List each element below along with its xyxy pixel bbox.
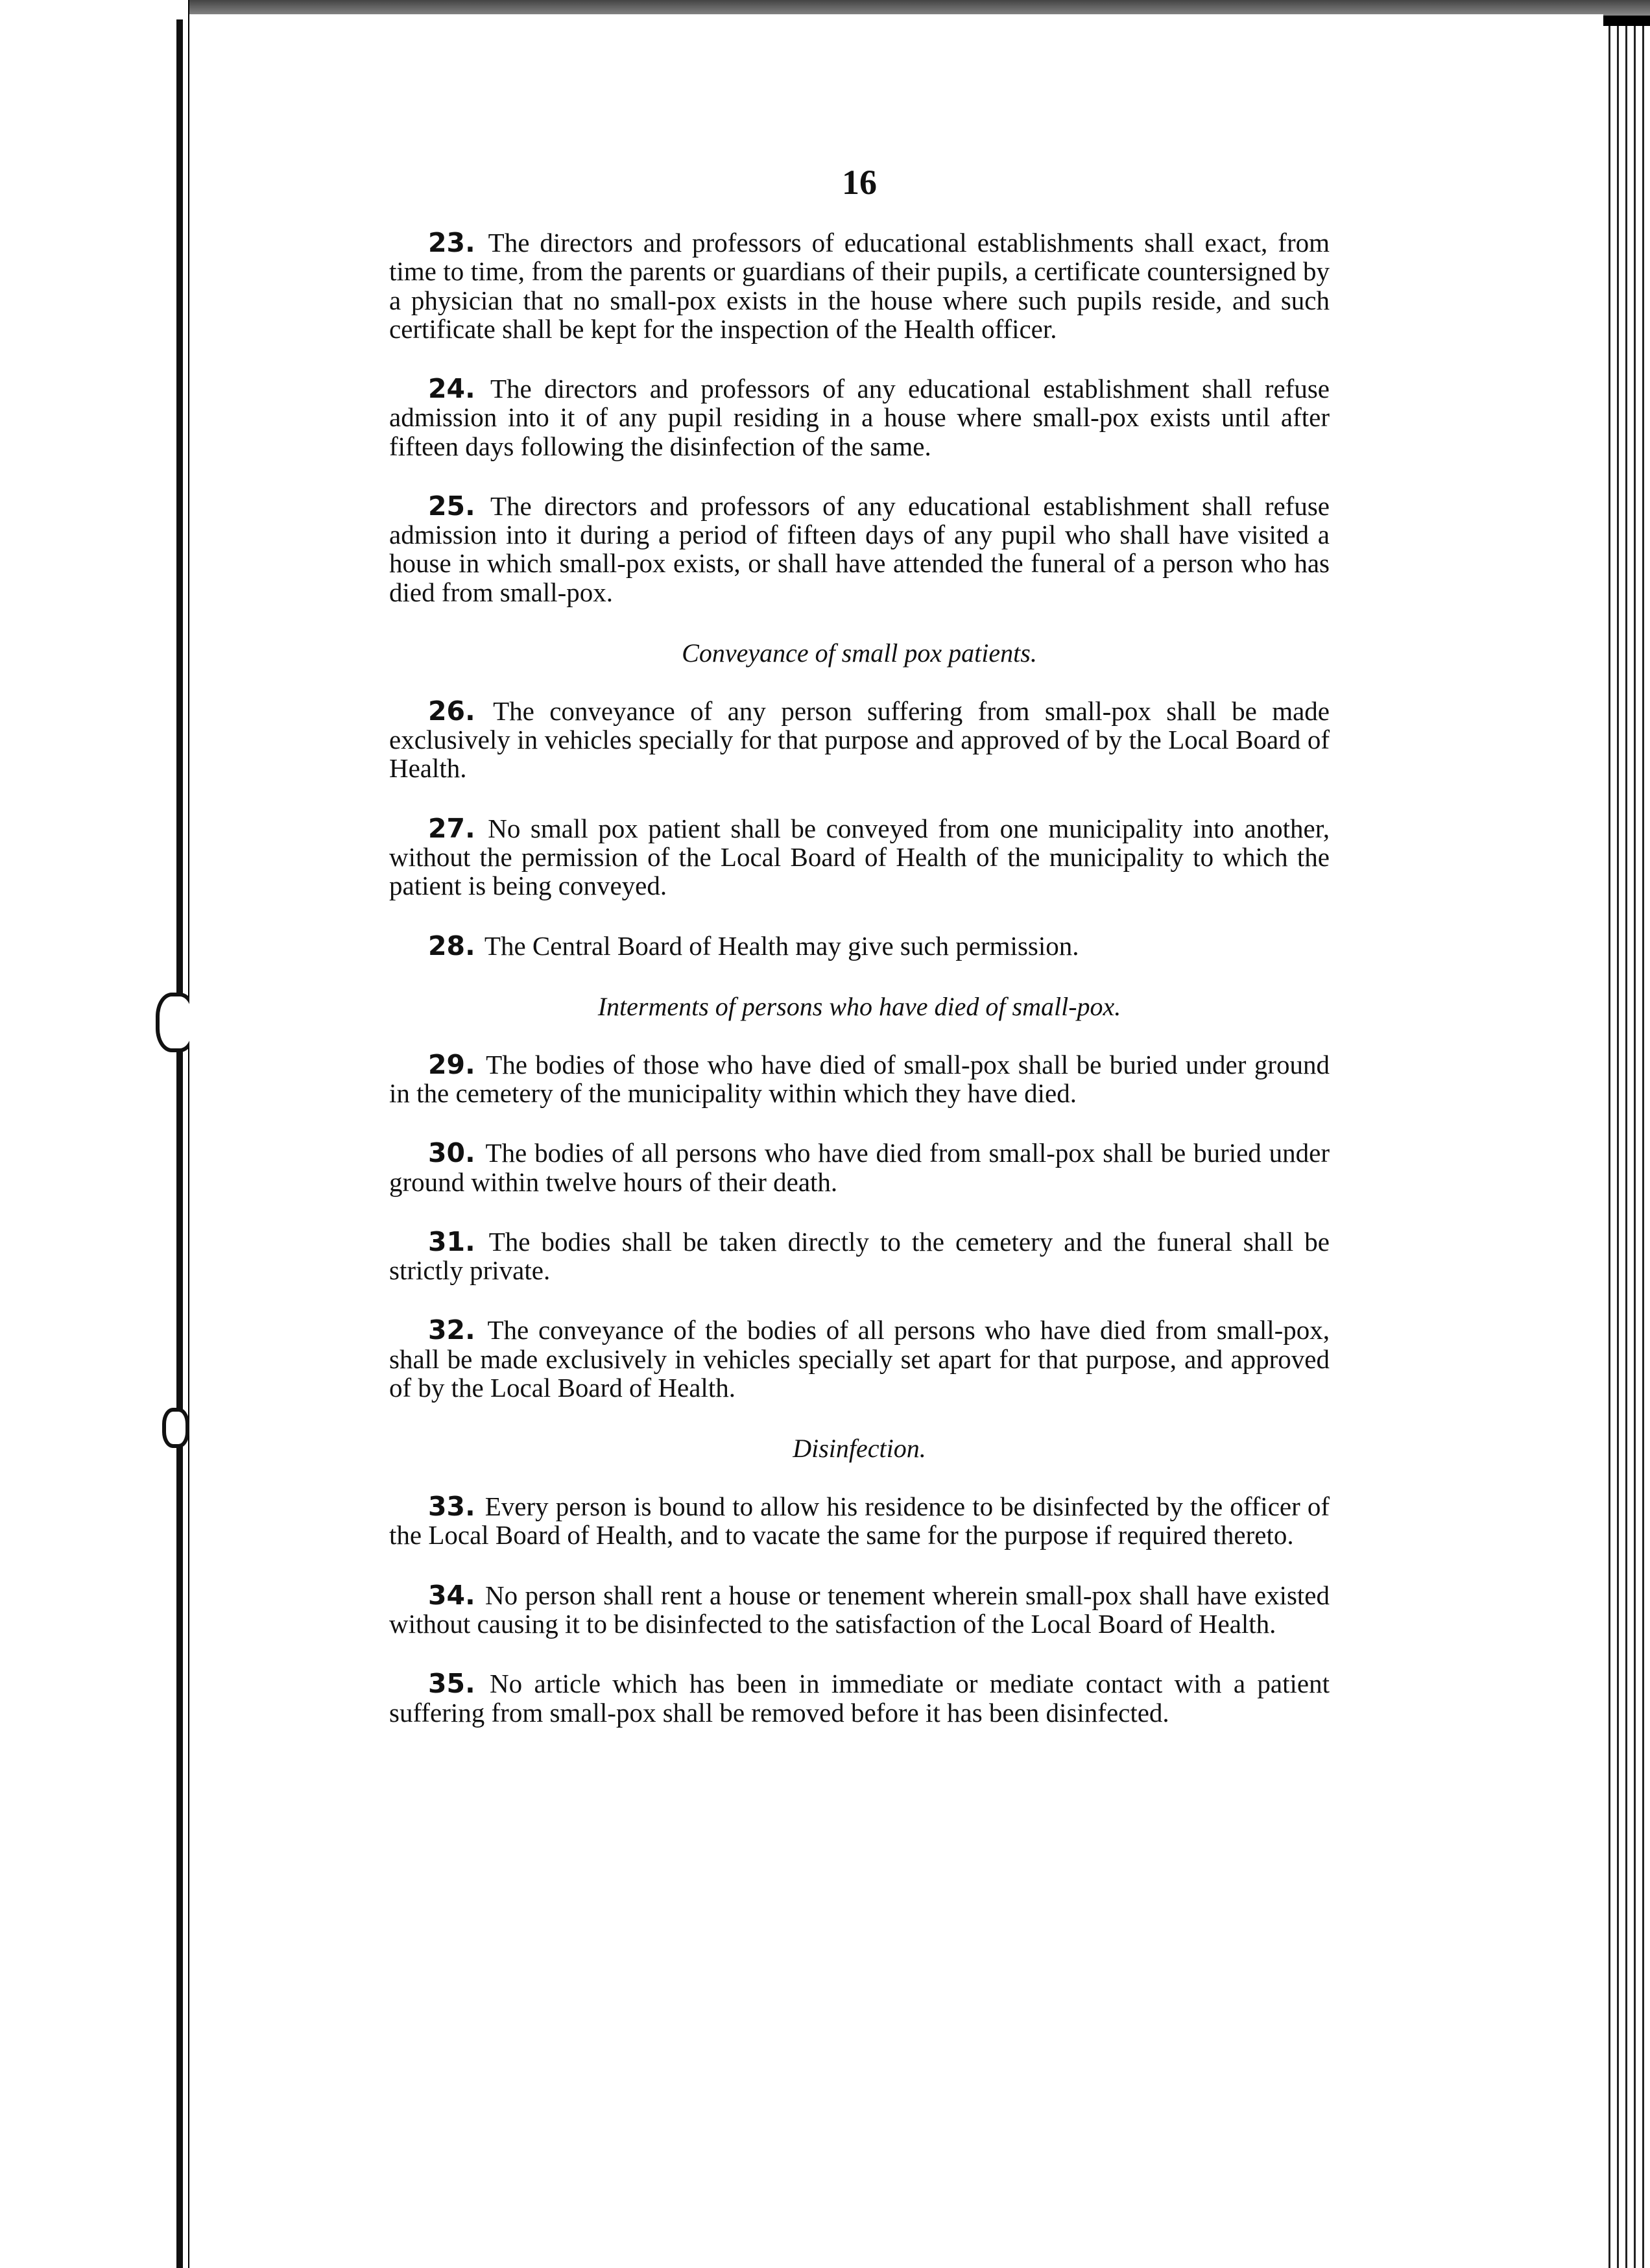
paragraph-text: The conveyance of any person suffering from small-pox shall be made exclusively in vehicles specially for that purpose and approved of by the Local Board of Health.: [389, 695, 1330, 784]
paragraph-27: [389, 814, 1330, 900]
paragraph-number: 24 .: [428, 373, 490, 404]
paragraph-31: [389, 1227, 1330, 1285]
paragraph-28: [389, 932, 1330, 960]
paragraph-number: 33 .: [428, 1491, 485, 1522]
paragraph-text: The bodies of those who have died of small-pox shall be buried under ground in the cemetery of the municipality within which they have died.: [389, 1049, 1330, 1109]
section-heading: Conveyance of small pox patients.: [682, 638, 1037, 668]
paragraph-text: The Central Board of Health may give such permission.: [484, 930, 1079, 961]
paragraph-number: 26 .: [428, 695, 493, 727]
paragraph-number: 35 .: [428, 1668, 490, 1699]
left-margin: [0, 0, 188, 2268]
paragraph-text: The directors and professors of educational establishments shall exact, from time to time, from the parents or guardians of their pupils, a certificate countersigned by a physician that no small-pox exists in the house where such pupils reside, and such certificate shall be kept for the inspection of the Health officer.: [389, 228, 1330, 344]
section-disinfection: [389, 1433, 1330, 1727]
section-interments: [389, 991, 1330, 1402]
paragraph-number: 31 .: [428, 1226, 489, 1257]
paragraph-29: [389, 1050, 1330, 1108]
binding-line: [176, 19, 183, 2268]
paragraph-26: [389, 697, 1330, 783]
paragraph-33: [389, 1492, 1330, 1550]
section-heading: Disinfection.: [793, 1434, 926, 1464]
paragraph-number: 27 .: [428, 813, 488, 844]
paragraph-text: The directors and professors of any educational establishment shall refuse admission into it of any pupil residing in a house where small-pox exists until after fifteen days following the disinfection of the same.: [389, 374, 1330, 461]
paragraph-text: The directors and professors of any educational establishment shall refuse admission into it during a period of fifteen days of any pupil who shall have visited a house in which small-pox exists, or shall have attended the funeral of a person who has died from small-pox.: [389, 490, 1330, 607]
section-general: [389, 228, 1330, 607]
paragraph-text: Every person is bound to allow his residence to be disinfected by the officer of the Local Board of Health, and to vacate the same for the purpose if required thereto.: [389, 1491, 1330, 1550]
paragraph-text: The bodies shall be taken directly to the cemetery and the funeral shall be strictly private.: [389, 1226, 1330, 1286]
paragraph-text: No person shall rent a house or tenement wherein small-pox shall have existed without causing it to be disinfected to the satisfaction of the Local Board of Health.: [389, 1580, 1330, 1639]
paragraph-25: [389, 492, 1330, 607]
paragraph-34: [389, 1581, 1330, 1639]
paragraph-number: 29 .: [428, 1049, 486, 1080]
paragraph-text: No small pox patient shall be conveyed from one municipality into another, without the permission of the Local Board of Health of the municipality to which the patient is being conveyed.: [389, 813, 1330, 901]
paragraph-text: The bodies of all persons who have died from small-pox shall be buried under ground within twelve hours of their death.: [389, 1138, 1330, 1197]
paragraph-35: [389, 1669, 1330, 1727]
paragraph-23: [389, 228, 1330, 343]
paragraph-number: 34 .: [428, 1580, 485, 1611]
page-content: [389, 162, 1330, 1758]
section-heading: Interments of persons who have died of small-pox.: [597, 991, 1121, 1021]
section-conveyance: [389, 638, 1330, 960]
page-top-edge: [189, 0, 1650, 16]
paragraph-text: The conveyance of the bodies of all persons who have died from small-pox, shall be made exclusively in vehicles specially set apart for that purpose, and approved of by the Local Board of Health.: [389, 1315, 1330, 1403]
paragraph-32: [389, 1316, 1330, 1402]
paragraph-24: [389, 374, 1330, 461]
page-number: 16: [842, 163, 877, 202]
paragraph-30: [389, 1139, 1330, 1196]
paragraph-text: No article which has been in immediate or mediate contact with a patient suffering from small-pox shall be removed before it has been disinfected.: [389, 1669, 1330, 1728]
paragraph-number: 23 .: [428, 227, 488, 258]
paragraph-number: 28 .: [428, 930, 484, 961]
binding-thread-mark: [162, 1408, 189, 1448]
page-stack-edges: [1602, 26, 1650, 2268]
paragraph-number: 25 .: [428, 490, 490, 522]
paragraph-number: 30 .: [428, 1137, 486, 1168]
paragraph-number: 32 .: [428, 1314, 487, 1345]
